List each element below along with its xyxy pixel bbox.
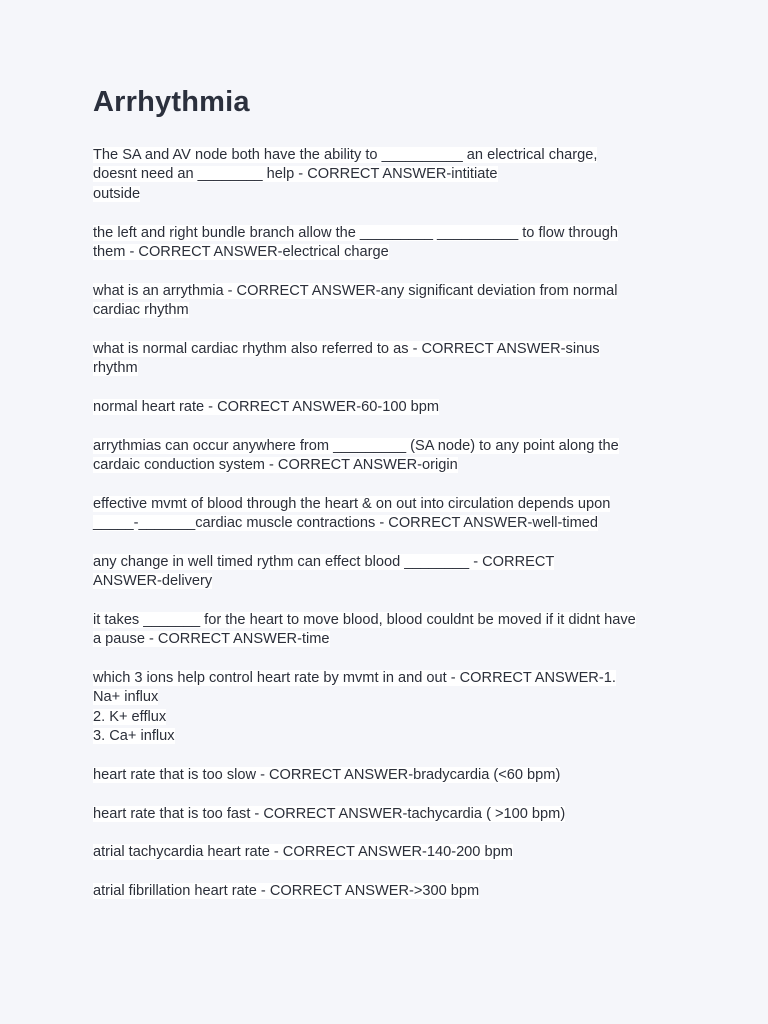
qa-item <box>93 224 678 263</box>
qa-item <box>93 611 678 650</box>
qa-text: what is normal cardiac rhythm also referred to as - CORRECT ANSWER-sinus rhythm <box>93 340 600 377</box>
qa-text: arrythmias can occur anywhere from _________ (SA node) to any point along the cardaic conduction system - CORRECT ANSWER-origin <box>93 437 619 473</box>
qa-item <box>93 146 678 204</box>
qa-text: heart rate that is too fast - CORRECT ANSWER-tachycardia ( >100 bpm) <box>93 805 566 822</box>
qa-text: effective mvmt of blood through the heart & on out into circulation depends upon _____-_______cardiac muscle contractions - CORRECT ANSWER-well-timed <box>93 495 611 532</box>
qa-item <box>93 766 678 785</box>
qa-text: atrial tachycardia heart rate - CORRECT ANSWER-140-200 bpm <box>93 844 513 861</box>
document-title: Arrhythmia <box>93 86 250 118</box>
qa-item <box>93 805 678 824</box>
qa-text: it takes _______ for the heart to move blood, blood couldnt be moved if it didnt have a pause - CORRECT ANSWER-time <box>93 611 636 648</box>
qa-item <box>93 882 678 901</box>
qa-text: what is an arrythmia - CORRECT ANSWER-any significant deviation from normal cardiac rhythm <box>93 282 618 319</box>
qa-item <box>93 669 678 747</box>
qa-text: any change in well timed rythm can effect blood ________ - CORRECT ANSWER-delivery <box>93 553 555 590</box>
qa-text: The SA and AV node both have the ability to __________ an electrical charge, doesnt need an ________ help - CORRECT ANSWER-intitiate outside <box>93 147 598 202</box>
qa-item <box>93 340 678 379</box>
qa-text: heart rate that is too slow - CORRECT ANSWER-bradycardia (<60 bpm) <box>93 766 561 783</box>
qa-item <box>93 398 678 417</box>
qa-item <box>93 553 678 592</box>
qa-list <box>93 146 678 901</box>
qa-text: normal heart rate - CORRECT ANSWER-60-100 bpm <box>93 398 440 415</box>
qa-item <box>93 282 678 321</box>
qa-item <box>93 437 678 476</box>
qa-text: atrial fibrillation heart rate - CORRECT ANSWER->300 bpm <box>93 883 480 900</box>
qa-text: which 3 ions help control heart rate by mvmt in and out - CORRECT ANSWER-1. Na+ influx 2. K+ efflux 3. Ca+ influx <box>93 669 616 745</box>
qa-item <box>93 843 678 862</box>
qa-text: the left and right bundle branch allow the _________ __________ to flow through them - CORRECT ANSWER-electrical charge <box>93 224 618 260</box>
qa-item <box>93 495 678 534</box>
